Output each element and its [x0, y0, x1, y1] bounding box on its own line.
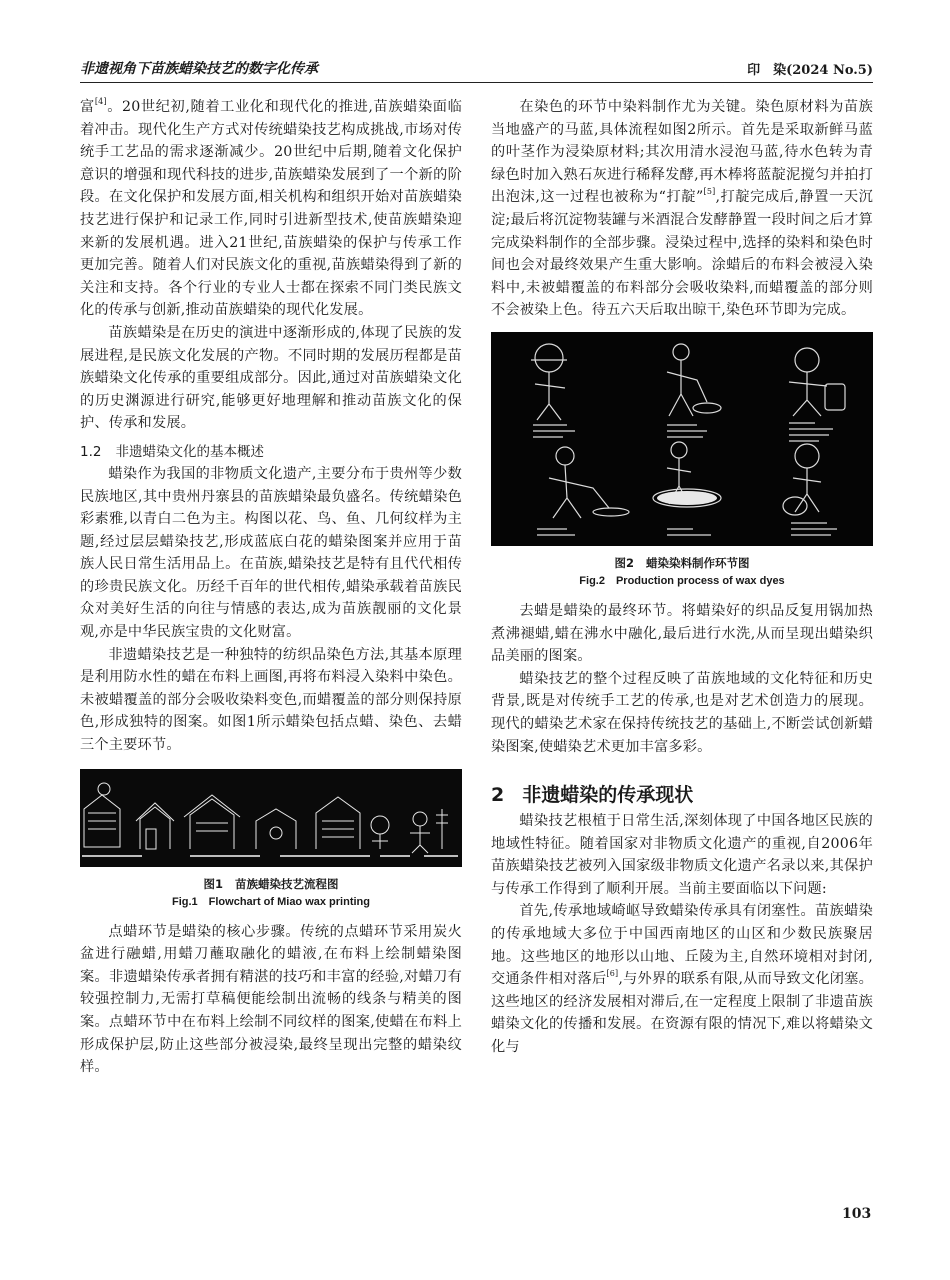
right-column	[491, 96, 873, 1059]
paragraph: 首先,传承地域崎岖导致蜡染传承具有闭塞性。苗族蜡染的传承地域大多位于中国西南地区的山区和少数民族聚居地。这些地区的地形以山地、丘陵为主,自然环境相对封闭,交通条件相对落后[6],与外界的联系有限,从而导致文化闭塞。这些地区的经济发展相对滞后,在一定程度上限制了非遗苗族蜡染文化的传播和发展。在资源有限的情况下,难以将蜡染文化与	[491, 903, 873, 1056]
figure-1-image	[80, 769, 462, 867]
header-article-title: 非遗视角下苗族蜡染技艺的数字化传承	[80, 61, 318, 77]
paragraph: 蜡染技艺根植于日常生活,深刻体现了中国各地区民族的地域性特征。随着国家对非物质文化遗产的重视,自2006年苗族蜡染技艺被列入国家级非物质文化遗产名录以来,其保护与传承工作得到了顺利开展。当前主要面临以下问题:	[491, 813, 873, 897]
paragraph: 苗族蜡染是在历史的演进中逐渐形成的,体现了民族的发展进程,是民族文化发展的产物。不同时期的发展历程都是苗族蜡染文化传承的重要组成部分。因此,通过对苗族蜡染文化的历史渊源进行研究,能够更好地理解和推动苗族文化的保护、传承和发展。	[80, 324, 462, 432]
paragraph: 非遗蜡染技艺是一种独特的纺织品染色方法,其基本原理是利用防水性的蜡在布料上画图,再将布料浸入染料中染色。未被蜡覆盖的部分会吸收染料变色,而蜡覆盖的部分则保持原色,形成独特的图案。如图1所示蜡染包括点蜡、染色、去蜡三个主要环节。	[80, 646, 462, 754]
page-number: 103	[842, 1206, 872, 1222]
figure-2-caption-cn: 图2 蜡染染料制作环节图	[614, 555, 750, 570]
wax-printing-flowchart-illustration	[80, 769, 462, 867]
figure-1-caption-cn: 图1 苗族蜡染技艺流程图	[203, 876, 339, 891]
paragraph: 蜡染作为我国的非物质文化遗产,主要分布于贵州等少数民族地区,其中贵州丹寨县的苗族蜡染最负盛名。传统蜡染色彩素雅,以青白二色为主。构图以花、鸟、鱼、几何纹样为主题,经过层层蜡染技艺,形成蓝底白花的蜡染图案并应用于苗族人民日常生活用品上。在苗族,蜡染技艺是特有且代代相传的珍贵民族文化。历经千百年的世代相传,蜡染承载着苗族民众对美好生活的向往与情感的表达,成为苗族靓丽的文化景观,亦是中华民族宝贵的文化财富。	[80, 465, 462, 641]
citation-ref[interactable]: [4]	[94, 97, 107, 106]
citation-ref[interactable]: [6]	[606, 969, 619, 979]
section-heading: 2 非遗蜡染的传承现状	[491, 784, 694, 807]
dye-production-illustration	[491, 332, 873, 546]
paragraph: 去蜡是蜡染的最终环节。将蜡染好的织品反复用锅加热煮沸褪蜡,蜡在沸水中融化,最后进行水洗,从而呈现出蜡染织品美丽的图案。	[491, 602, 873, 665]
figure-1-caption-en: Fig.1 Flowchart of Miao wax printing	[171, 895, 370, 908]
figure-2-caption-en: Fig.2 Production process of wax dyes	[579, 574, 785, 587]
subsection-heading: 1.2 非遗蜡染文化的基本概述	[80, 443, 264, 460]
header-journal-issue: 印 染(2024 No.5)	[747, 63, 873, 78]
paragraph: 富[4]。20世纪初,随着工业化和现代化的推进,苗族蜡染面临着冲击。现代化生产方式对传统蜡染技艺构成挑战,市场对传统手工艺品的需求逐渐减少。20世纪中后期,随着文化保护意识的增强和现代科技的进步,苗族蜡染发展到了一个新的阶段。在文化保护和发展方面,相关机构和组织开始对苗族蜡染技艺进行保护和记录工作,同时引进新型技术,使苗族蜡染迎来新的发展机遇。进入21世纪,苗族蜡染的保护与传承工作更加完善。随着人们对民族文化的重视,苗族蜡染得到了新的关注和支持。各个行业的专业人士都在探索不同门类民族文化的传承与创新,推动苗族蜡染的现代化发展。	[80, 97, 462, 319]
paragraph: 在染色的环节中染料制作尤为关键。染色原材料为苗族当地盛产的马蓝,具体流程如图2所示。首先是采取新鲜马蓝的叶茎作为浸染原材料;其次用清水浸泡马蓝,待水色转为青绿色时加入熟石灰进行稀释发酵,再木棒将蓝靛泥搅匀并拍打出泡沫,这一过程也被称为“打靛”[5],打靛完成后,静置一天沉淀;最后将沉淀物装罐与米酒混合发酵静置一段时间之后才算完成染料制作的全部步骤。浸染过程中,选择的染料和染色时间也会对最终效果产生重大影响。涂蜡后的布料会被浸入染料中,未被蜡覆盖的布料部分会吸收染料,而蜡覆盖的部分则不会被染上色。待五六天后取出晾干,染色环节即为完成。	[491, 99, 874, 319]
paragraph: 蜡染技艺的整个过程反映了苗族地域的文化特征和历史背景,既是对传统手工艺的传承,也是对艺术创造力的展现。现代的蜡染艺术家在保持传统技艺的基础上,不断尝试创新蜡染图案,使蜡染艺术更加丰富多彩。	[491, 670, 873, 755]
figure-2-image	[491, 332, 873, 546]
citation-ref[interactable]: [5]	[703, 187, 716, 197]
running-header	[80, 58, 873, 83]
left-column	[80, 96, 462, 1079]
paragraph: 点蜡环节是蜡染的核心步骤。传统的点蜡环节采用炭火盆进行融蜡,用蜡刀蘸取融化的蜡液,在布料上绘制蜡染图案。非遗蜡染传承者拥有精湛的技巧和丰富的经验,对蜡刀有较强控制力,无需打草稿便能绘制出流畅的线条与精美的图案。点蜡环节中在布料上绘制不同纹样的图案,使蜡在布料上形成保护层,防止这些部分被浸染,最终呈现出完整的蜡染纹样。	[80, 923, 462, 1076]
